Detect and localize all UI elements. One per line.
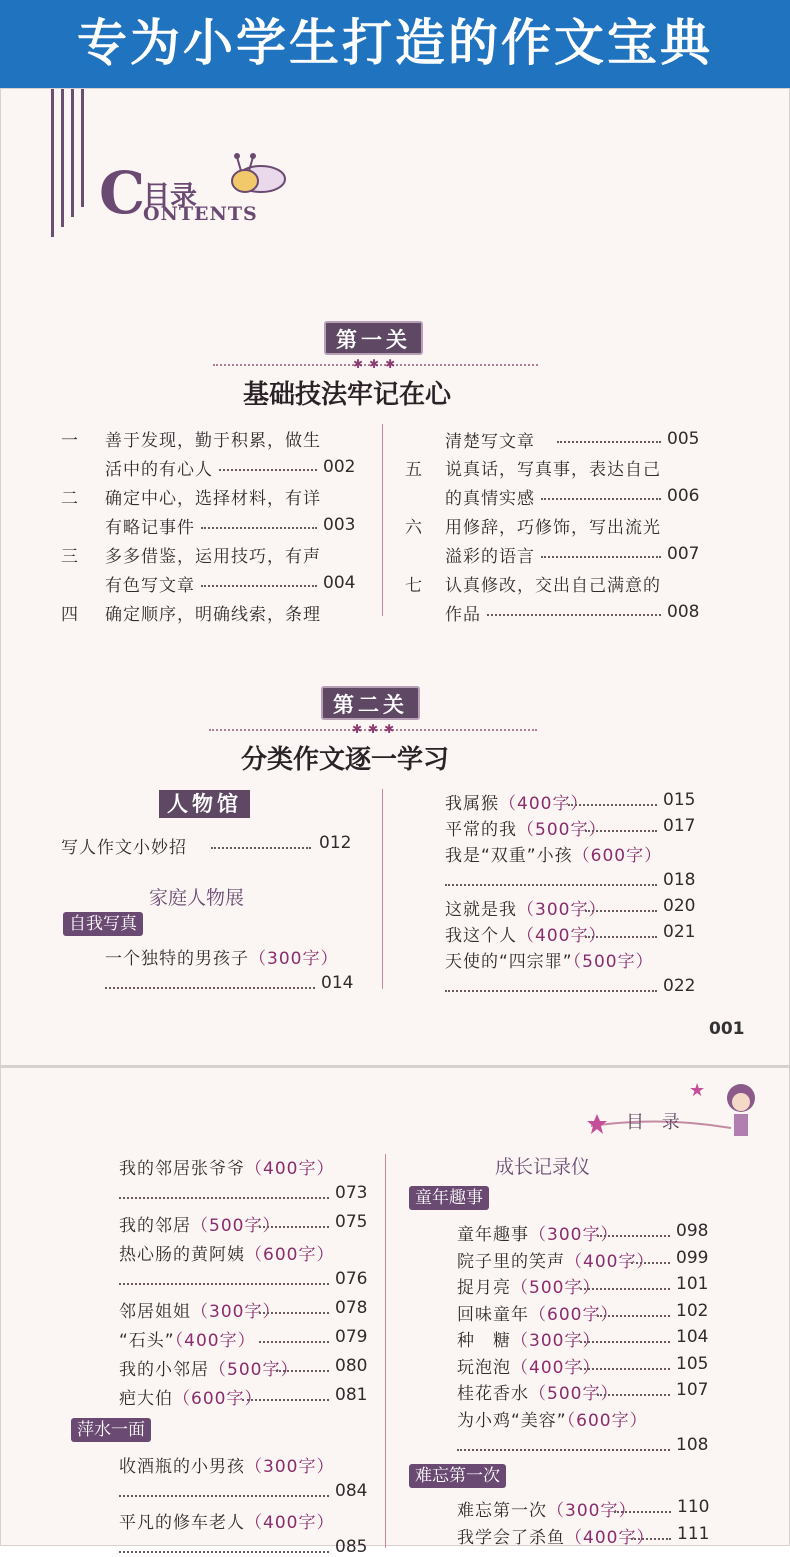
item-page: 014 (321, 973, 354, 993)
contents-page-1 (0, 88, 790, 1066)
item-page: 111 (677, 1524, 710, 1544)
item-title: 玩泡泡 (457, 1357, 511, 1378)
item-word-count: （600字） (173, 1389, 263, 1409)
item-title: 我是“双重”小孩 (445, 846, 573, 866)
leader-dots (585, 936, 657, 938)
list-item (445, 789, 588, 814)
leader-dots (631, 1262, 670, 1264)
leader-dots (585, 830, 657, 832)
item-page: 018 (663, 870, 696, 890)
item-line1: 认真修改，交出自己满意的 (445, 576, 661, 596)
item-title: 我这个人 (445, 926, 517, 946)
item-page: 020 (663, 896, 696, 916)
item-page: 084 (335, 1481, 368, 1501)
list-item (457, 1273, 600, 1298)
divider-stars: ✱✱✱ (352, 722, 401, 736)
list-item (457, 1353, 600, 1378)
decor-line (71, 89, 74, 217)
list-item (457, 1379, 618, 1404)
list-item (119, 1240, 334, 1265)
item-page: 004 (323, 573, 356, 593)
list-item (457, 1523, 654, 1548)
item-page: 080 (335, 1356, 368, 1376)
leader-dots (541, 498, 661, 500)
item-title: “石头” (119, 1331, 175, 1351)
item-line1: 说真话，写真事，表达自己 (445, 460, 661, 480)
item-word-count: （600字） (572, 846, 663, 866)
item-line2: 的真情实感 (445, 489, 535, 509)
item-page: 003 (323, 515, 356, 535)
leader-dots (568, 804, 657, 806)
item-title: 童年趣事 (457, 1225, 529, 1245)
leader-dots (119, 1283, 329, 1285)
leader-dots (631, 1538, 671, 1540)
item-word-count: （400字） (174, 1331, 256, 1351)
item-word-count: （500字） (209, 1360, 299, 1380)
first-time-tag: 难忘第一次 (409, 1464, 506, 1488)
leader-dots (219, 469, 317, 471)
item-line2: 作品 (445, 605, 481, 625)
item-word-count: （600字） (245, 1245, 335, 1265)
leader-dots (259, 1341, 329, 1343)
leader-dots (580, 1368, 670, 1370)
item-line2: 有色写文章 (105, 576, 195, 596)
part1-title: 基础技法牢记在心 (243, 380, 452, 410)
list-item (445, 841, 662, 866)
list-item (445, 815, 606, 840)
item-word-count: （400字） (565, 1528, 655, 1548)
item-page: 076 (335, 1269, 368, 1289)
divider-stars: ✱✱✱ (353, 357, 402, 371)
item-line2: 有略记事件 (105, 518, 195, 538)
item-page: 005 (667, 429, 700, 449)
item-title: 天使的“四宗罪” (445, 952, 573, 972)
column-separator (382, 424, 383, 616)
item-title: 一个独特的男孩子 (105, 949, 249, 969)
item-title: 回味童年 (457, 1304, 529, 1325)
item-page: 110 (677, 1497, 710, 1517)
item-line1: 用修辞，巧修饰，写出流光 (445, 518, 661, 538)
item-title: 我学会了杀鱼 (457, 1528, 565, 1548)
item-word-count: （500字） (572, 952, 654, 972)
item-number: 五 (405, 460, 423, 480)
item-line1: 善于发现，勤于积累，做生 (105, 431, 321, 451)
item-page: 098 (676, 1221, 709, 1241)
item-page: 015 (663, 790, 696, 810)
item-page: 022 (663, 976, 696, 996)
leader-dots (580, 1288, 670, 1290)
leader-dots (276, 1370, 329, 1372)
tips-item: 写人作文小妙招 (61, 838, 187, 858)
item-word-count: （300字） (517, 900, 607, 920)
item-page: 021 (663, 922, 696, 942)
leader-dots (541, 556, 661, 558)
item-title: 热心肠的黄阿姨 (119, 1245, 245, 1265)
page-header: 目 录 (626, 1112, 686, 1133)
item-title: 收酒瓶的小男孩 (119, 1457, 245, 1477)
water-tag: 萍水一面 (71, 1418, 151, 1442)
item-word-count: （500字） (529, 1384, 619, 1404)
item-word-count: （600字） (529, 1304, 619, 1325)
item-word-count: （500字） (511, 1278, 601, 1298)
list-item (119, 1452, 334, 1477)
item-page: 107 (676, 1380, 709, 1400)
decor-line (81, 89, 84, 207)
item-number: 四 (61, 605, 79, 625)
item-page: 081 (335, 1385, 368, 1405)
item-word-count: （400字） (499, 794, 589, 814)
list-item (119, 1384, 262, 1409)
item-title: 我的小邻居 (119, 1360, 209, 1380)
leader-dots (211, 847, 311, 849)
column-separator (382, 789, 383, 989)
item-line1: 确定顺序，明确线索，条理 (105, 605, 321, 625)
item-word-count: （300字） (191, 1302, 281, 1322)
leader-dots (242, 1399, 329, 1401)
item-number: 三 (61, 547, 79, 567)
item-title: 平常的我 (445, 820, 517, 840)
leader-dots (585, 910, 657, 912)
list-item (119, 1211, 280, 1236)
banner-title: 专为小学生打造的作文宝典 (0, 0, 790, 88)
item-line2: 溢彩的语言 (445, 547, 535, 567)
leader-dots (119, 1495, 329, 1497)
item-number: 二 (61, 489, 79, 509)
item-word-count: （400字） (245, 1159, 335, 1179)
leader-dots (259, 1226, 329, 1228)
list-item (445, 921, 606, 946)
item-word-count: （300字） (245, 1457, 335, 1477)
item-word-count: （600字） (566, 1410, 648, 1431)
item-page: 102 (676, 1300, 709, 1321)
item-title: 我的邻居张爷爷 (119, 1159, 245, 1179)
part2-title: 分类作文逐一学习 (241, 745, 450, 775)
item-page: 075 (335, 1212, 368, 1232)
leader-dots (119, 1197, 329, 1199)
item-number: 七 (405, 576, 423, 596)
part2-badge: 第二关 (321, 686, 420, 720)
list-item (457, 1326, 600, 1351)
item-page: 008 (667, 602, 700, 622)
item-word-count: （300字） (529, 1225, 619, 1245)
contents-page-2 (0, 1066, 790, 1557)
leader-dots (445, 884, 657, 886)
leader-dots (557, 441, 661, 443)
leader-dots (105, 987, 315, 989)
hall-label: 人物馆 (159, 790, 250, 818)
item-title: 邻居姐姐 (119, 1302, 191, 1322)
item-number: 六 (405, 518, 423, 538)
leader-dots (201, 527, 317, 529)
list-item (457, 1406, 648, 1431)
item-title: 难忘第一次 (457, 1501, 547, 1521)
item-line2: 清楚写文章 (445, 432, 535, 452)
item-title: 这就是我 (445, 900, 517, 920)
logo-letter: C (99, 159, 146, 227)
item-page: 073 (335, 1183, 368, 1203)
item-word-count: （300字） (511, 1331, 601, 1351)
item-title: 我属猴 (445, 794, 499, 814)
item-title: 疤大伯 (119, 1389, 173, 1409)
item-page: 099 (676, 1247, 709, 1268)
leader-dots (597, 1235, 670, 1237)
leader-dots (614, 1511, 671, 1513)
tips-page: 012 (319, 833, 352, 853)
item-line2: 活中的有心人 (105, 460, 213, 480)
item-title: 种 糖 (457, 1331, 511, 1351)
item-page: 101 (676, 1274, 709, 1294)
item-word-count: （400字） (511, 1357, 601, 1378)
list-item (457, 1247, 654, 1272)
item-page: 006 (667, 486, 700, 506)
item-page: 007 (667, 544, 700, 564)
list-item (119, 1297, 280, 1322)
item-title: 我的邻居 (119, 1216, 191, 1236)
list-item (457, 1300, 618, 1325)
list-item (457, 1220, 618, 1245)
growth-section: 成长记录仪 (495, 1156, 591, 1178)
item-line1: 确定中心，选择材料，有详 (105, 489, 321, 509)
item-title: 捉月亮 (457, 1278, 511, 1298)
item-word-count: （300字） (547, 1501, 637, 1521)
list-item (119, 1508, 334, 1533)
bee-icon (219, 151, 289, 201)
childhood-tag: 童年趣事 (409, 1186, 489, 1210)
item-title: 院子里的笑声 (457, 1251, 565, 1272)
item-page: 085 (335, 1537, 368, 1557)
leader-dots (259, 1312, 329, 1314)
item-word-count: （500字） (517, 820, 607, 840)
item-title: 为小鸡“美容” (457, 1410, 567, 1431)
leader-dots (457, 1449, 670, 1451)
list-item (457, 1496, 636, 1521)
leader-dots (597, 1394, 670, 1396)
svg-text:★: ★ (689, 1080, 706, 1101)
leader-dots (445, 990, 657, 992)
item-page: 105 (676, 1353, 709, 1374)
item-word-count: （300字） (249, 949, 339, 969)
column-separator (385, 1154, 386, 1548)
list-item (119, 1326, 256, 1351)
item-page: 108 (676, 1434, 709, 1455)
item-word-count: （400字） (517, 926, 607, 946)
item-word-count: （500字） (191, 1216, 281, 1236)
item-page: 079 (335, 1327, 368, 1347)
leader-dots (201, 585, 317, 587)
leader-dots (119, 1551, 329, 1553)
list-item (119, 1355, 298, 1380)
family-section: 家庭人物展 (149, 887, 245, 909)
item-page: 017 (663, 816, 696, 836)
list-item (445, 895, 606, 920)
item-word-count: （400字） (565, 1251, 655, 1272)
leader-dots (597, 1315, 670, 1317)
decor-line (61, 89, 64, 227)
list-item (445, 947, 654, 972)
star-icon (585, 1112, 609, 1136)
part1-badge: 第一关 (324, 321, 423, 355)
item-title: 平凡的修车老人 (119, 1513, 245, 1533)
decor-line (51, 89, 54, 237)
leader-dots (487, 614, 661, 616)
list-item (119, 1154, 334, 1179)
item-word-count: （400字） (245, 1513, 335, 1533)
page-number: 001 (709, 1019, 745, 1039)
self-tag: 自我写真 (63, 912, 143, 936)
item-page: 078 (335, 1298, 368, 1318)
item-page: 002 (323, 457, 356, 477)
item-title: 桂花香水 (457, 1384, 529, 1404)
item-page: 104 (676, 1327, 709, 1347)
logo-contents: ONTENTS (143, 203, 258, 225)
list-item (105, 944, 338, 969)
item-line1: 多多借鉴，运用技巧，有声 (105, 547, 321, 567)
leader-dots (580, 1341, 670, 1343)
logo-mulu: 目录 (143, 181, 197, 212)
item-number: 一 (61, 431, 79, 451)
